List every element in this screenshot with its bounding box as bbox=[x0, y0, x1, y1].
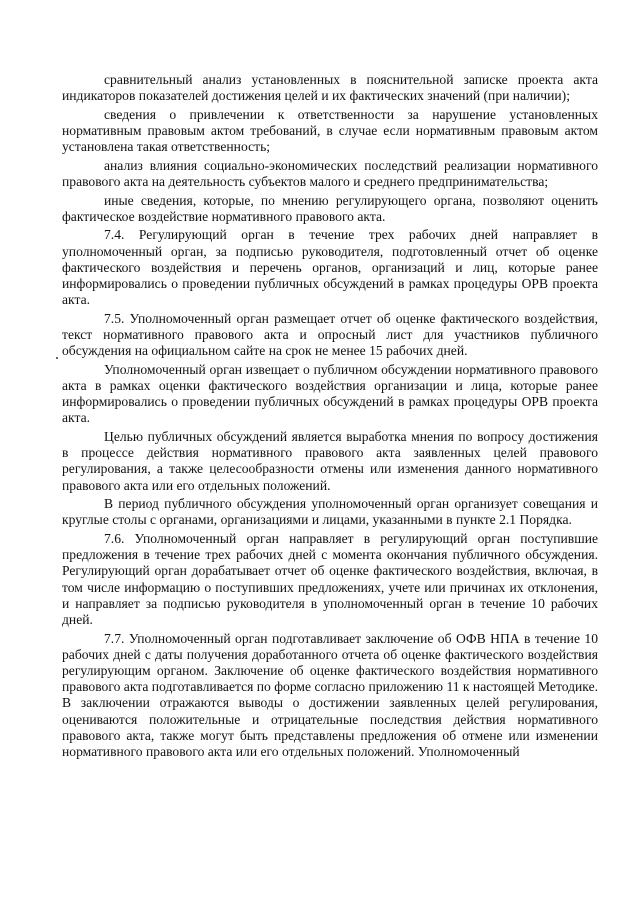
paragraph-discussion-period: В период публичного обсуждения уполномоченный орган организует совещания и круглые столы с органами, организациями и лицами, указанными в пункте 2.1 Порядка. bbox=[62, 496, 598, 528]
paragraph-7-5: 7.5. Уполномоченный орган размещает отчет об оценке фактического воздействия, текст нормативного правового акта и опросный лист для участников публичного обсуждения на официальном сайте на срок не менее 15 рабочих дней. bbox=[62, 310, 598, 359]
scan-speck bbox=[56, 357, 58, 359]
paragraph-7-7: 7.7. Уполномоченный орган подготавливает заключение об ОФВ НПА в течение 10 рабочих дней с даты получения доработанного отчета об оценке фактического воздействия регулирующим органом. Заключение об оценке фактического воздействия нормативного правового акта подготавливается по форме согласно приложению 11 к настоящей Методике. В заключении отражаются выводы о достижении заявленных целей регулирования, оцениваются положительные и отрицательные последствия действия нормативного правового акта, также могут быть представлены предложения об отмене или изменении нормативного правового акта или его отдельных положений. Уполномоченный bbox=[62, 630, 598, 760]
paragraph-other-info: иные сведения, которые, по мнению регулирующего органа, позволяют оценить фактическое воздействие нормативного правового акта. bbox=[62, 192, 598, 224]
paragraph-sme-impact: анализ влияния социально-экономических последствий реализации нормативного правового акта на деятельность субъектов малого и среднего предпринимательства; bbox=[62, 157, 598, 189]
paragraph-comparative-analysis: сравнительный анализ установленных в пояснительной записке проекта акта индикаторов показателей достижения целей и их фактических значений (при наличии); bbox=[62, 72, 598, 104]
paragraph-7-4: 7.4. Регулирующий орган в течение трех рабочих дней направляет в уполномоченный орган, за подписью руководителя, подготовленный отчет об оценке фактического воздействия и перечень органов, организаций и лиц, которые ранее информировались о проведении публичных обсуждений в рамках процедуры ОРВ проекта акта. bbox=[62, 227, 598, 308]
paragraph-7-6: 7.6. Уполномоченный орган направляет в регулирующий орган поступившие предложения в течение трех рабочих дней с момента окончания публичного обсуждения. Регулирующий орган дорабатывает отчет об оценке фактического воздействия, включая, в том числе информацию о поступивших предложениях, учете или причинах их отклонения, и направляет за подписью руководителя в уполномоченный орган в течение 10 рабочих дней. bbox=[62, 531, 598, 628]
paragraph-discussion-goal: Целью публичных обсуждений является выработка мнения по вопросу достижения в процессе действия нормативного правового акта заявленных целей правового регулирования, а также целесообразности отмены или изменения данного нормативного правового акта или его отдельных положений. bbox=[62, 429, 598, 493]
paragraph-public-notice: Уполномоченный орган извещает о публичном обсуждении нормативного правового акта в рамках оценки фактического воздействия организации и лица, которые ранее информировались о проведении публичных обсуждений в рамках процедуры ОРВ проекта акта. bbox=[62, 361, 598, 426]
document-page bbox=[62, 72, 598, 763]
paragraph-liability-info: сведения о привлечении к ответственности за нарушение установленных нормативным правовым актом требований, в случае если нормативным правовым актом установлена такая ответственность; bbox=[62, 106, 598, 155]
